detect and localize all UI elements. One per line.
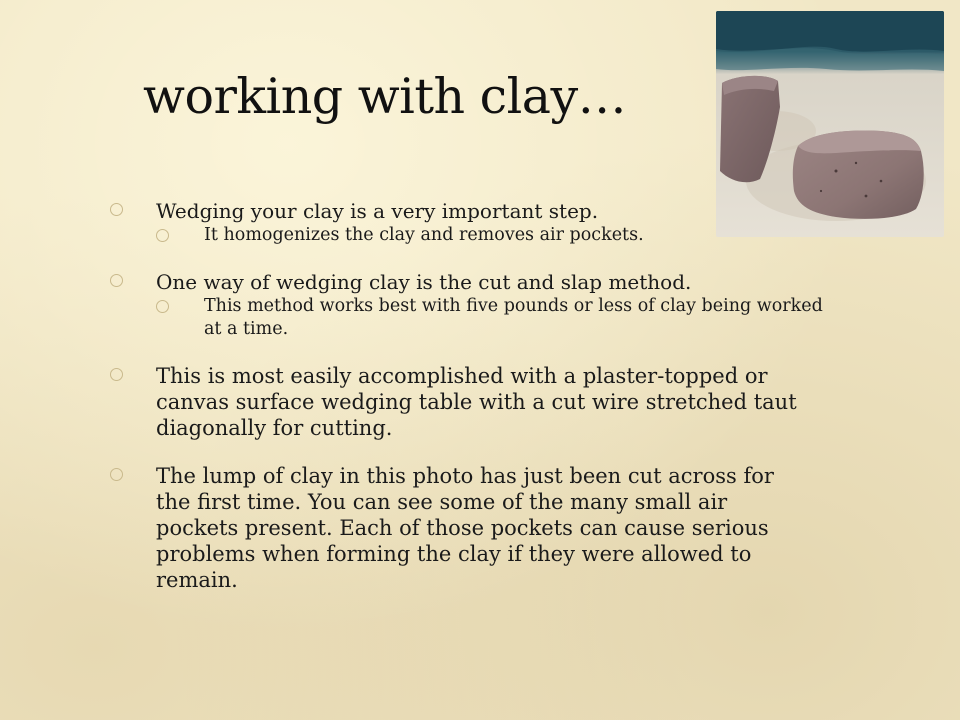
sub-bullet-item-1-1 <box>110 224 870 247</box>
bullet-ring-icon <box>110 203 123 216</box>
bullet-ring-icon <box>110 468 123 481</box>
bullet-item-2 <box>110 269 870 295</box>
bullet-item-1 <box>110 198 870 224</box>
bullet-ring-icon <box>110 368 123 381</box>
bullet-text: Wedging your clay is a very important step. <box>156 199 599 223</box>
sub-bullet-item-2-1 <box>110 295 870 341</box>
sub-bullet-text: This method works best with five pounds or less of clay being worked at a time. <box>204 296 823 339</box>
sub-bullet-text: It homogenizes the clay and removes air pockets. <box>204 225 644 245</box>
bullet-ring-icon <box>156 229 169 242</box>
bullet-item-4 <box>110 463 870 593</box>
bullet-item-3 <box>110 363 870 441</box>
bullet-list <box>110 198 870 593</box>
bullet-text: This is most easily accomplished with a plaster-topped or canvas surface wedging table with a cut wire stretched taut diagonally for cutting. <box>156 364 797 440</box>
bullet-text: One way of wedging clay is the cut and slap method. <box>156 270 692 294</box>
bullet-ring-icon <box>156 300 169 313</box>
bullet-ring-icon <box>110 274 123 287</box>
bullet-text: The lump of clay in this photo has just been cut across for the first time. You can see some of the many small air pockets present. Each of those pockets can cause serious problems when forming the clay if they were allowed to remain. <box>156 464 774 592</box>
slide-title: working with clay… <box>143 68 627 125</box>
